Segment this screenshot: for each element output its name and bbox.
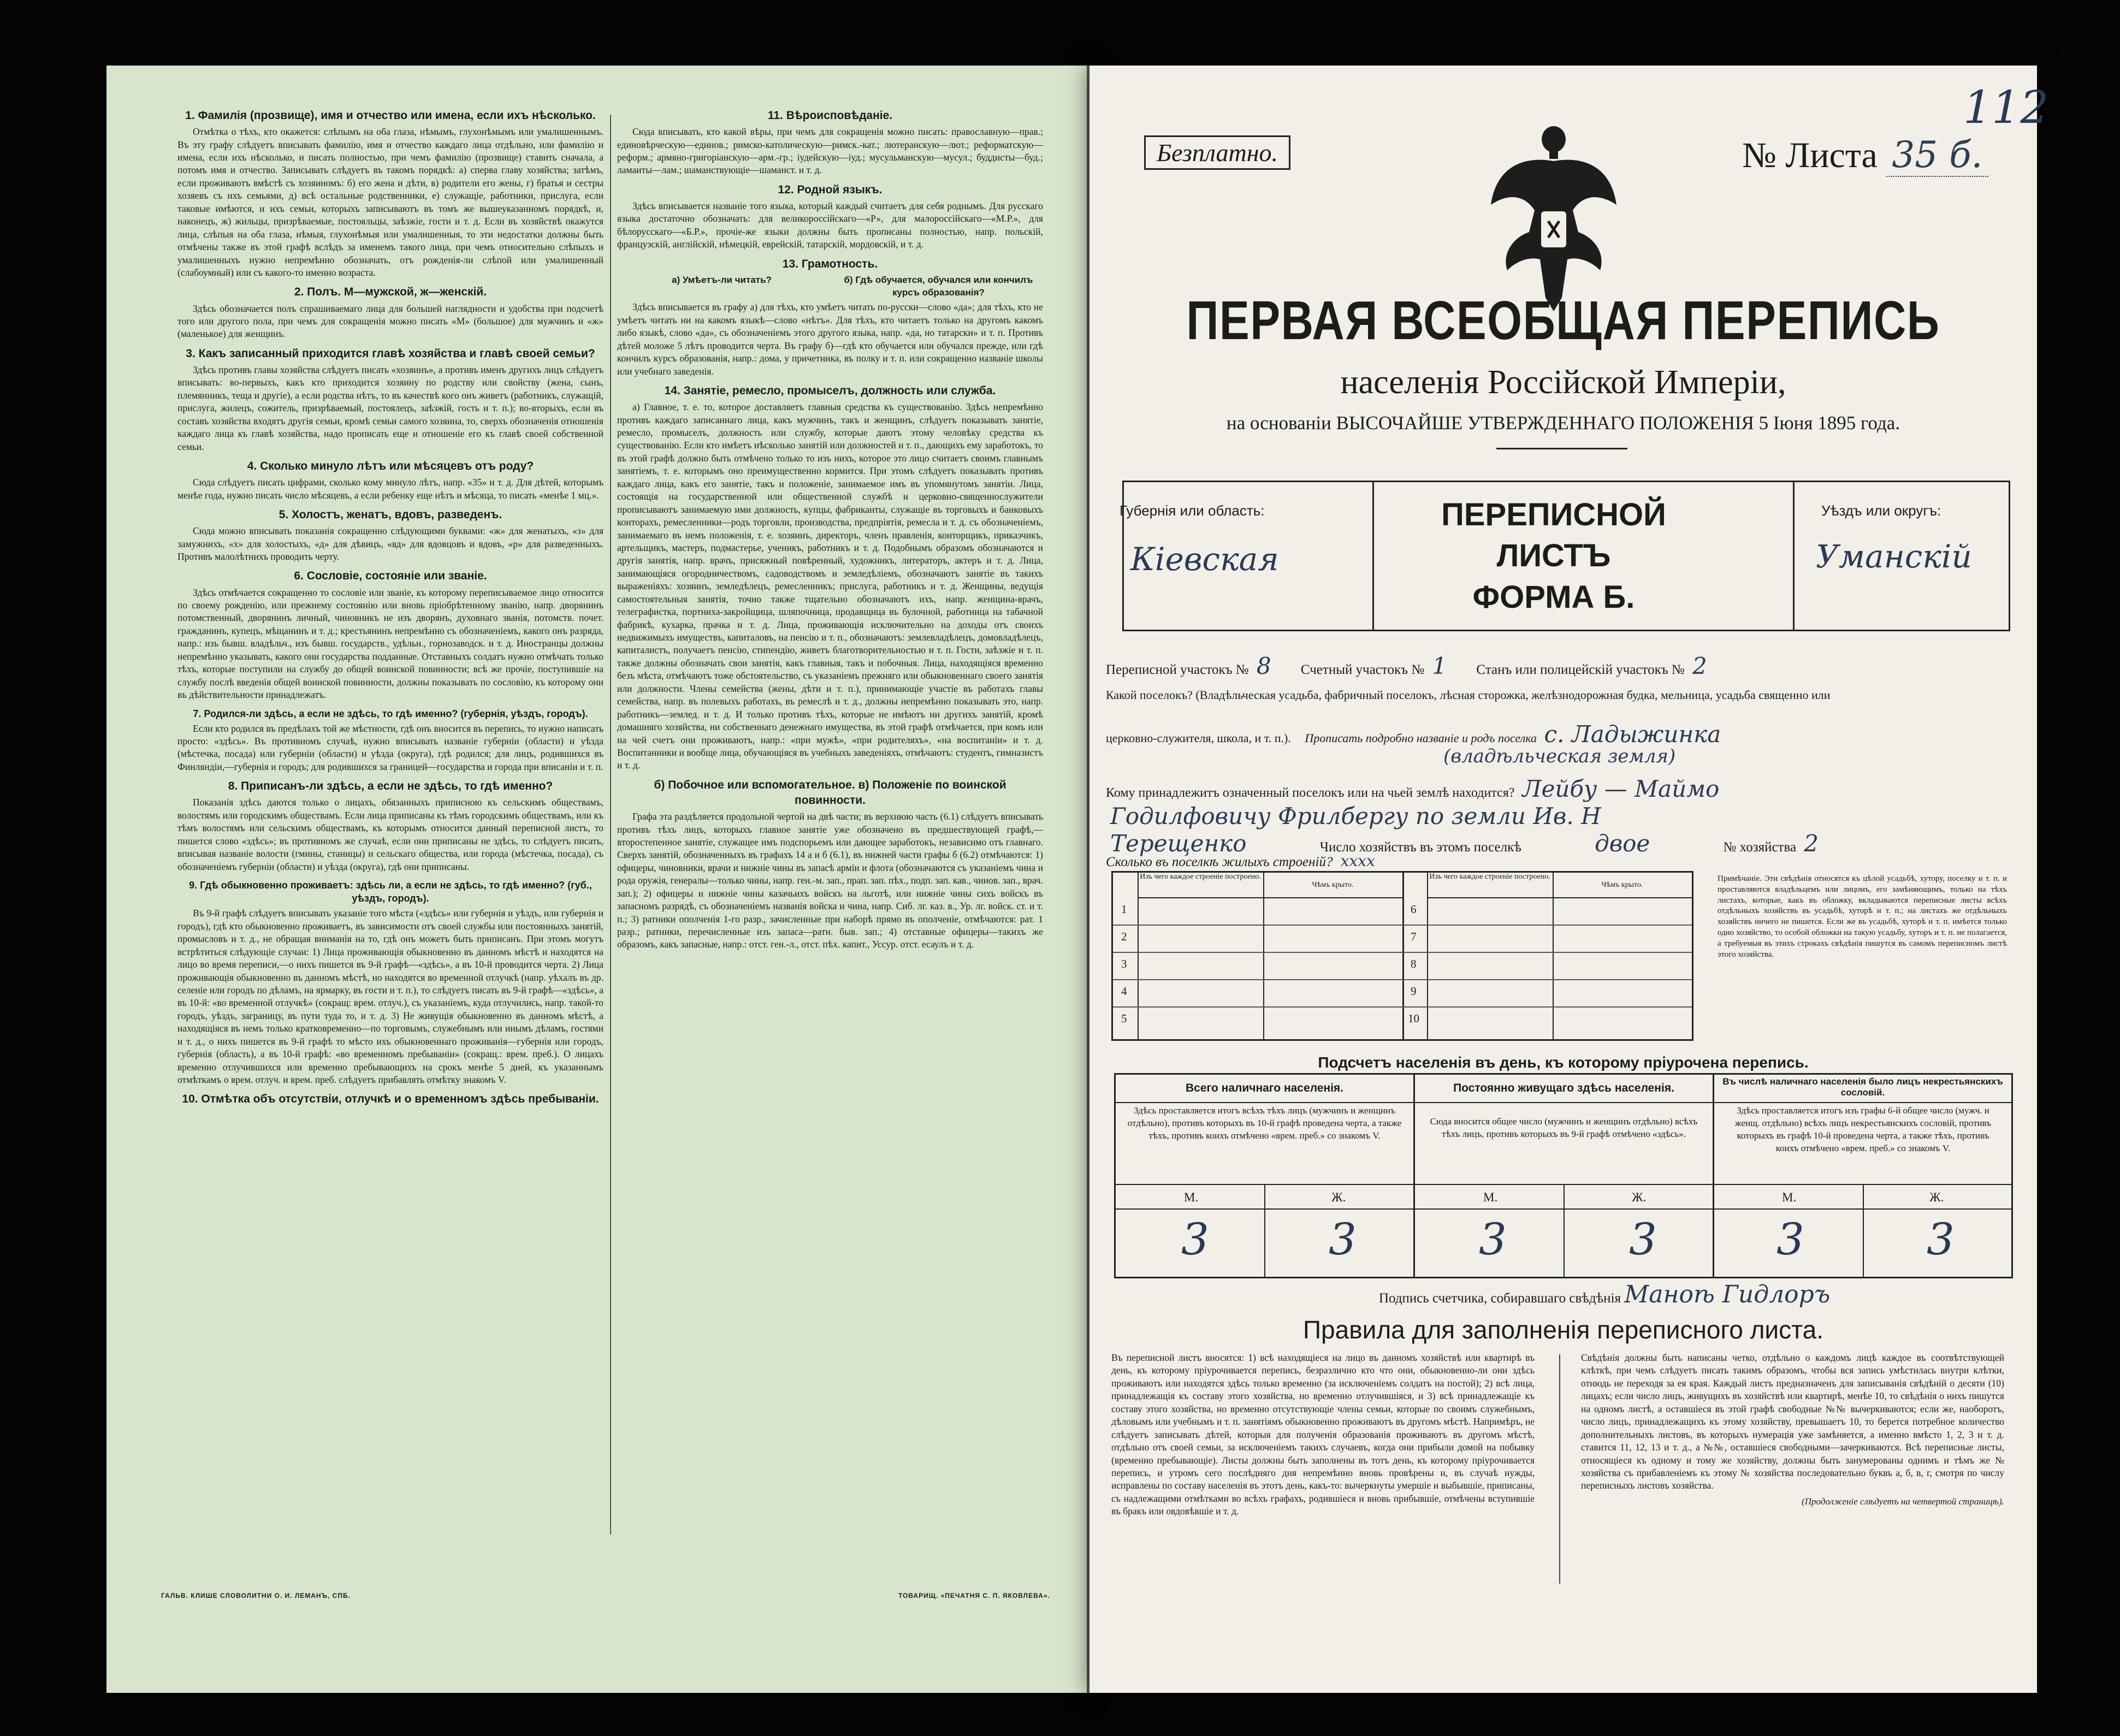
- female-label: Ж.: [1331, 1190, 1346, 1204]
- section-text: а) Главное, т. е. то, которое доставляетъ главныя средства къ существованію. Здѣсь непремѣнно противъ каждаго записаннаго лица, какъ мужчинъ, такъ и женщинъ, слѣдуетъ показывать занятіе, ремесло, промыселъ, должность или службу, которые даютъ этому человѣку средства къ существованію. Если кто имѣетъ нѣсколько занятій или должностей и т. п., дающихъ ему заработокъ, то въ этой графѣ должно быть отмѣчено только то изъ нихъ, которое это лицо считаетъ своимъ главнымъ занятіемъ, т. е. которымъ оно преимущественно кормится. При этомъ слѣдуетъ показывать противъ каждаго лица, какъ его занятіе, такъ и положеніе, занимаемое имъ въ упомянутомъ занятіи. Лица, состоящія на государственной или общественной службѣ и церковно-священнослужители прописываютъ занимаемую ими должность, купцы, фабриканты, служащіе въ торговыхъ и банковыхъ конторахъ, ремесленники—родъ торговли, производства, предпріятія, ремесла и т. д. съ обозначеніемъ, занимаемаго въ немъ положенія, т. е. хозяинъ, директоръ, членъ правленія, конторщикъ, приказчикъ, артельщикъ, мастеръ, подмастерье, ученикъ, работникъ и т. д. Подобнымъ образомъ обозначаются и другія занятія, напр. врачъ, присяжный повѣренный, художникъ, литераторъ, актеръ и т. д. Лица, занимающіяся огородничествомъ, садоводствомъ и земледѣліемъ, обозначаютъ занятіе въ такихъ выраженіяхъ: хозяинъ, земледѣлецъ, ремесленникъ; прислуга, работникъ и т. д. Женщины, ведущія самостоятельныя занятія, точно также тщательно обозначаютъ ихъ, напр. женщина-врачъ, телеграфистка, портниха-закройщица, шляпочница, продавщица въ булочной, работница на табачной фабрикѣ, кухарка, прачка и т. д. Лица, проживающія исключительно на доходы отъ своихъ недвижимыхъ имуществъ, капиталовъ, на пенсію и т. п., обозначаютъ: землевладѣлецъ, домовладѣлецъ, капиталистъ, получаетъ пенсію, стипендію, живетъ благотворительностью и т. п. Гости, заѣзжіе и т. п. также должны обозначать свои занятія, какъ главныя, такъ и побочныя. Лица, находящіяся временно безъ мѣста, отмѣчаютъ тоже обстоятельство, съ указаніемъ прежняго или обыкновеннаго своего занятія или должности. Члены семейства (жены, дѣти и т. п.), принимающіе участіе въ работахъ главы семейства, напр. въ полевыхъ работахъ, въ ремеслѣ и т. д., должны непремѣнно показывать это, напр. работникъ—землед. и т. д. И только противъ тѣхъ, которые не имѣютъ ни другихъ занятій, кромѣ домашняго хозяйства, ни собственнаго денежнаго имущества, въ этой графѣ отмѣчается, при комъ или на чей счетъ они проживаютъ, напр.: «при мужѣ», «при родителяхъ», «на воспитаніи» и т. д. Воспитанники и вообще лица, обучающіяся въ учебныхъ заведеніяхъ, отмѣчаютъ: студентъ, гимназистъ и т. д.: [617, 401, 1043, 771]
- printer-credit-right: ТОВАРИЩ. «ПЕЧАТНЯ С. П. ЯКОВЛЕВА».: [898, 1592, 1050, 1599]
- settlement-hint: Прописать подробно названіе и родъ поселка: [1305, 731, 1537, 745]
- continued-note: (Продолженіе слѣдуетъ на четвертой страницѣ).: [1802, 1496, 2004, 1507]
- buildings-material-header-left: Изъ чего каждое строеніе построено.: [1138, 873, 1263, 898]
- settlement-question: Какой поселокъ? (Владѣльческая усадьба, фабричный поселокъ, лѣсная сторожка, желѣзнодорожная будка, мельница, усадьба священно или: [1106, 688, 1831, 702]
- section-text: Сюда вписывать, кто какой вѣры, при чемъ для сокращенія можно писать: православную—прав.; единовѣрческую—единов.; римско-католическую—римск.-кат.; лютеранскую—лют.; реформатскую—реформ.; армяно-григоріанскую—арм.-гр.; іудейскую—іуд.; мусульманскую—мусул.; буддисты—буд.; ламаиты—лам.; шаманствующіе—шаманст. и т. д.: [617, 126, 1043, 176]
- count-noncrestian-female: 3: [1927, 1214, 1955, 1265]
- count-district-value: 1: [1432, 653, 1447, 679]
- folio-number: 112: [1963, 82, 2049, 134]
- section-heading: 3. Какъ записанный приходится главѣ хозяйства и главѣ своей семьи?: [186, 347, 595, 360]
- section-text: Показанія здѣсь даются только о лицахъ, обязанныхъ приписною къ сельскимъ обществамъ, волостямъ или городскимъ обществамъ. Если лица приписаны къ тѣмъ городскимъ обществамъ, или къ тѣмъ волостямъ или сельскимъ обществамъ, къ которымъ относится данный переписной листъ, то пишется слово «здѣсь»; въ противномъ же случаѣ, если они приписаны не здѣсь, то слѣдуетъ писать, вписывая названіе волости (гмины, станицы) и сельскаго общества, или города (мѣстечка, посада), съ обозначеніемъ губерніи (области) и уѣзда (округа), гдѣ они приписаны.: [177, 797, 603, 872]
- right-page: [1089, 66, 2049, 1693]
- section-heading: 4. Сколько минуло лѣтъ или мѣсяцевъ отъ роду?: [247, 460, 534, 472]
- count-noncrestian-male: 3: [1776, 1214, 1804, 1265]
- section-text: Здѣсь вписывается названіе того языка, который каждый считаетъ для себя роднымъ. Для русскаго языка достаточно обозначать: для великороссійскаго—«Р», для малороссійскаго—«М.Р.», для бѣлорусскаго—«Б.Р.», прочіе-же языки должны быть прописаны полностью, напр. польскій, французскій, англійскій, нѣмецкій, еврейскій, татарскій, мордовскій, и т. д.: [617, 200, 1043, 250]
- legal-basis: на основаніи ВЫСОЧАЙШЕ УТВЕРЖДЕННАГО ПОЛОЖЕНІЯ 5 Іюня 1895 года.: [1226, 412, 1900, 434]
- household-number-value: 2: [1804, 830, 1819, 857]
- district-label: Переписной участокъ №: [1106, 662, 1249, 677]
- sheet-number-label: № Листа: [1742, 135, 1878, 175]
- stan-label: Станъ или полицейскій участокъ №: [1476, 662, 1685, 677]
- section-heading: 8. Приписанъ-ли здѣсь, а если не здѣсь, то гдѣ именно?: [228, 780, 553, 793]
- building-row-number: 10: [1408, 1012, 1419, 1025]
- building-row-number: 1: [1121, 903, 1127, 916]
- section-text: Сюда можно вписывать показанія сокращенно слѣдующими буквами: «ж» для женатыхъ, «з» для замужнихъ, «х» для холостыхъ, «д» для дѣвицъ, «вд» для вдовцовъ и вдовъ, «р» для разведенныхъ. Противъ малолѣтнихъ проводить черту.: [177, 525, 603, 562]
- section-heading: 7. Родился-ли здѣсь, а если не здѣсь, то гдѣ именно? (губернія, уѣздъ, городъ).: [193, 708, 588, 719]
- rules-left-column: Въ переписной листъ вносятся: 1) всѣ находящіеся на лицо въ данномъ хозяйствѣ или квартирѣ въ день, къ которому пріурочивается перепись, безразлично кто что они, обыкновенно-ли они здѣсь проживаютъ или находятся здѣсь только временно (за исключеніемъ солдатъ на постой); 2) всѣ лица, принадлежащія къ составу этого хозяйства, но временно отлучившіяся, и 3) всѣ принадлежащіе къ составу этого хозяйства, но временно отсутствующіе члены семьи, которые по своимъ служебнымъ, дѣловымъ или учебнымъ и т. п. занятіямъ обыкновенно проживаютъ въ другомъ мѣстѣ. Напримѣръ, не слѣдуетъ записывать дѣтей, которыя для полученія образованія проживаютъ въ другомъ мѣстѣ, отдѣльно отъ своей семьи, за исключеніемъ такихъ случаевъ, когда они прибыли домой на побывку (временно пребывающіе). Листы должны быть заполнены въ тотъ день, къ которому пріурочивается перепись, и утромъ сего послѣдняго дня непремѣнно вновь провѣрены и, въ случаѣ нужды, исправлены по составу населенія въ этотъ день, какъ-то: вычеркнуты умершіе и выбывшіе, приписаны, съ надлежащими отмѣтками во всѣхъ графахъ, родившіеся и вновь прибывшіе, отмѣчены вступившіе въ бракъ или овдовѣвшіе и т. д.: [1111, 1352, 1535, 1517]
- building-row-number: 6: [1411, 903, 1417, 916]
- count-total-male: 3: [1181, 1214, 1209, 1265]
- census-subtitle: населенія Россійской Имперіи,: [1340, 364, 1786, 401]
- title-rule: [1496, 448, 1627, 449]
- count-header-total: Всего наличнаго населенія.: [1116, 1075, 1413, 1103]
- owner-value-2: Годилфовичу Фрилбергу по земли Ив. Н: [1110, 803, 1601, 830]
- buildings-roof-header-left: Чѣмъ крыто.: [1263, 873, 1402, 898]
- female-label: Ж.: [1632, 1190, 1647, 1204]
- signature-label: Подпись счетчика, собиравшаго свѣдѣнія: [1379, 1291, 1621, 1306]
- section-heading: 10. Отмѣтка объ отсутствіи, отлучкѣ и о временномъ здѣсь пребываніи.: [182, 1093, 599, 1106]
- stan-value: 2: [1692, 653, 1707, 679]
- building-row-number: 8: [1411, 957, 1417, 970]
- section-text: Сюда слѣдуетъ писать цифрами, сколько кому минуло лѣтъ, напр. «35» и т. д. Для дѣтей, которымъ менѣе года, нужно писать число мѣсяцевъ, а если ребенку еще нѣтъ и мѣсяца, то писать «менѣе 1 мц.».: [177, 477, 603, 501]
- form-name: [1401, 494, 1707, 618]
- section-heading: 13. Грамотность.: [782, 257, 878, 270]
- building-row-number: 5: [1121, 1012, 1127, 1025]
- male-label: М.: [1184, 1190, 1199, 1204]
- section-heading: 2. Полъ. М—мужской, ж—женскій.: [294, 286, 487, 299]
- household-number-label: № хозяйства: [1723, 840, 1797, 855]
- district-row: [1106, 653, 1712, 679]
- enumerator-signature: [1379, 1281, 1830, 1308]
- census-title: ПЕРВАЯ ВСЕОБЩАЯ ПЕРЕПИСЬ: [1186, 290, 1940, 351]
- section-text: Здѣсь обозначается полъ спрашиваемаго лица для большей наглядности и удобства при подсчетѣ того или другого пола, при чемъ для сокращенія можно писать «М» (большое) для мужчинъ и «ж» (маленькое) для женщинъ.: [177, 303, 603, 340]
- rules-title: Правила для заполненія переписного листа.: [1302, 1316, 1824, 1344]
- instructions-column-1: [177, 104, 603, 1545]
- building-row-number: 4: [1121, 985, 1127, 998]
- province-value: Кіевская: [1130, 541, 1279, 578]
- rules-divider: [1559, 1354, 1560, 1584]
- literacy-subheadings: [617, 274, 1043, 299]
- section-text: Въ 9-й графѣ слѣдуетъ вписывать указаніе того мѣста («здѣсь» или губернія и уѣздъ, или губернія и городъ), гдѣ кто обыкновенно проживаетъ, въ зависимости отъ своей службы или постоянныхъ занятій, промысловъ и т. д., не обращая вниманія на то, гдѣ онъ можетъ быть приписанъ. При этомъ могутъ встрѣтиться слѣдующіе случаи: 1) Лица проживающія обыкновенно въ данномъ мѣстѣ и находятся на лицо во время переписи,—о нихъ пишется въ 9-й графѣ—«здѣсь», а въ 10-й проводится черта. 2) Лица проживающія обыкновенно въ данномъ мѣстѣ, но находятся во временной отлучкѣ (напр. уѣхалъ въ др. селеніе или городъ по дѣламъ, на ярмарку, въ гости и т. п.), то слѣдуетъ писать въ 9-й графѣ—«здѣсь», а въ 10-й: «во временной отлучкѣ» (сокращ: врем. отлуч.), съ указаніемъ, куда отлучились, напр. такой-то городъ, уѣздъ, заграницу, въ пути туда то, и т. д. 3) Не живущія обыкновенно въ данномъ мѣстѣ, а находящіяся въ немъ только кратковременно—по торговымъ, служебнымъ или инымъ дѣламъ, гостями и т. д., о нихъ пишется въ 9-й графѣ то мѣсто ихъ обыкновеннаго проживанія—губернія или городъ, губернія (область), а въ 10-й графѣ: «во временномъ пребываніи» (сокращ.: врем. преб.). О лицахъ временно отлучившихся или временно пребывающихъ на срокъ менѣе 5 дней, къ указаннымъ отмѣткамъ о врем. отлуч. и врем. преб. слѣдуетъ прибавлять отмѣтку знакомъ V.: [177, 908, 603, 1086]
- section-subheading: а) Умѣетъ-ли читать?: [672, 274, 772, 285]
- settlement-value-2: (владѣльческая земля): [1443, 745, 1676, 767]
- uezd-label: Уѣздъ или округъ:: [1821, 502, 1941, 519]
- count-desc-total: Здѣсь проставляется итогъ всѣхъ тѣхъ лицъ (мужчинъ и женщинъ отдѣльно), противъ которыхъ въ 10-й графѣ проведена черта, а также тѣхъ, противъ коихъ отмѣчено «врем. преб.» со знакомъ V.: [1127, 1105, 1402, 1141]
- form-name-line-1: ПЕРЕПИСНОЙ ЛИСТЪ: [1441, 497, 1666, 574]
- buildings-material-header-right: Изъ чего каждое строеніе построено.: [1427, 873, 1553, 898]
- settlement-question-2: церковно-служителя, школа, и т. п.).: [1106, 731, 1291, 745]
- sheet-number: [1742, 134, 1988, 176]
- male-label: М.: [1782, 1190, 1797, 1204]
- rules-right-text: Свѣдѣнія должны быть написаны четко, отдѣльно о каждомъ лицѣ каждое въ соотвѣтствующей клѣткѣ, при чемъ слѣдуетъ писать такимъ образомъ, чтобы вся запись умѣстилась внутри клѣтки, отнюдь не переходя за ея края. Каждый листъ предназначенъ для записыванія свѣдѣній о десяти (10) лицахъ; если число лицъ, живущихъ въ хозяйствѣ или квартирѣ, менѣе 10, то свѣдѣнія о нихъ пишутся на одномъ листѣ, а оставшіеся въ этой графѣ свободные №№ вычеркиваются; если же, наоборотъ, число лицъ, принадлежащихъ къ этому хозяйству, превышаетъ 10, то берется потребное количество дополнительныхъ листовъ, въ которыхъ нумерація уже замѣняется, а именно вмѣсто 1, 2, 3 и т. д. ставится 11, 12, 13 и т. д., а №№, оставшіеся свободными—зачеркиваются. Всѣ переписные листы, относящіеся къ одному и тому же хозяйству, должны быть занумерованы однимъ и тѣмъ же № хозяйства съ прибавленіемъ къ этому № хозяйства последовательно буквъ а, б, в, г, смотря по числу переписныхъ листовъ хозяйства.: [1581, 1352, 2004, 1491]
- section-heading: 5. Холостъ, женатъ, вдовъ, разведенъ.: [279, 508, 502, 521]
- settlement-value-2-row: [1439, 745, 1680, 767]
- column-divider: [610, 115, 611, 1534]
- buildings-question: Сколько въ поселкѣ жилыхъ строеній?: [1106, 855, 1333, 869]
- section-subheading: б) Гдѣ обучается, обучался или кончилъ курсъ образованія?: [844, 274, 1033, 298]
- buildings-note: Примѣчаніе. Эти свѣдѣнія относятся къ цѣлой усадьбѣ, хутору, поселку и т. п. и проставляются владѣльцемъ или лицомъ, его замѣняющимъ, только на тѣхъ листахъ, которые, какъ въ обложку, вкладываются переписные листы всѣхъ отдѣльныхъ хозяйствъ въ усадьбѣ, хуторѣ и т. п.; на листахъ же отдѣльныхъ хозяйствъ ничего не пишется. Если же въ усадьбѣ, хуторѣ и т. п. имѣется только одно хозяйство, то особой обложки на такую усадьбу, хуторъ и т. п. не полагается, а требуемыя въ этихъ строкахъ свѣдѣнія пишутся въ самомъ переписномъ листѣ этого хозяйства.: [1718, 874, 2007, 959]
- section-text: Здѣсь отмѣчается сокращенно то сословіе или званіе, къ которому переписываемое лицо относится по своему рожденію, или прежнему состоянію или вновь пріобрѣтенному званію, напр. дворянинъ потомственный, дворянинъ личный, чиновникъ не изъ дворянъ, духовнаго званія, потомств. почет. гражданинъ, купецъ, мѣщанинъ и т. д.; крестьянинъ непремѣнно съ обозначеніемъ, какого онъ разряда, напр.: изъ бывш. владѣльч., изъ бывш. государств., удѣльн., горнозаводск. и т. д. Иностранцы должны непремѣнно указывать, какого они государства подданные. Отставныхъ солдатъ нужно отмѣчать только тѣхъ, которые поступили на службу до общей воинской повинности; всѣ же прочіе, поступившіе на службу послѣ введенія общей воинской повинности, должны показывать по сословію, къ которому они въ дѣйствительности принадлежатъ.: [177, 586, 603, 701]
- households-label: Число хозяйствъ въ этомъ поселкѣ: [1319, 840, 1521, 855]
- section-text: Здѣсь вписывается въ графу а) для тѣхъ, кто умѣетъ читать по-русски—слово «да»; для тѣхъ, кто не умѣетъ читать ни на какомъ языкѣ—слово «нѣтъ». Для тѣхъ, кто читаетъ только на другомъ какомъ либо языкѣ, слово «да», съ обозначеніемъ этого другого языка, напр. «да, но татарски» и т. п. Противъ дѣтей моложе 5 лѣтъ проводится черта. Въ графу б)—гдѣ кто обучается или обучался прежде, или гдѣ кончилъ курсъ образованія, напр.: дома, у причетника, въ полку и т. п. или сокращенно названіе школы или учебнаго заведенія.: [617, 301, 1043, 377]
- section-heading: 11. Вѣроисповѣданіе.: [767, 109, 893, 122]
- sheet-number-value: 35 б.: [1886, 134, 1988, 177]
- section-heading: 6. Сословіе, состояніе или званіе.: [294, 570, 487, 583]
- building-row-number: 9: [1411, 985, 1417, 998]
- buildings-roof-header-right: Чѣмъ крыто.: [1553, 873, 1692, 898]
- male-label: М.: [1483, 1190, 1498, 1204]
- section-heading: 9. Гдѣ обыкновенно проживаетъ: здѣсь ли, а если не здѣсь, то гдѣ именно? (губ., уѣздъ, городъ).: [189, 880, 592, 904]
- rules-right-column: [1581, 1352, 2004, 1508]
- section-text: Отмѣтка о тѣхъ, кто окажется: слѣпымъ на оба глаза, нѣмымъ, глухонѣмымъ или умалишеннымъ. Въ эту графу слѣдуетъ вписывать фамилію, имя и отчество каждаго лица отдѣльно, или фамилію и имена, если ихъ нѣсколько, и писать полностью, при чемъ фамилію (прозвище) ставить сначала, а потомъ имя и отчество. Записывать слѣдуетъ въ такомъ порядкѣ: а) сперва главу хозяйства; затѣмъ, если проживаютъ вмѣстѣ съ хозяиномъ: б) его жена и дѣти, в) родители его жены, г) братья и сестры хозяевъ съ ихъ семьями, д) всѣ остальные родственники, е) служащіе, работники, прислуга, если таковые имѣются, и ихъ семьи, которыхъ записываютъ въ томъ же вышеуказанномъ порядкѣ, и, наконецъ, ж) жильцы, призрѣваемые, постояльцы, заѣзжіе, гости и т. д. Если въ хозяйствѣ окажутся лица, слѣпыя на оба глаза, нѣмыя, глухонѣмыя или умалишенныя, то эти недостатки должны быть отмѣчены также въ этой графѣ вслѣдъ за именемъ такого лица, при чемъ относительно слѣпыхъ и умалишенныхъ нужно непремѣнно обозначать, отъ рожденія-ли слѣпой или умалишенный (слабоумный) или съ какого-то именно возраста.: [177, 126, 603, 278]
- buildings-row: [1106, 852, 1379, 870]
- uezd-value: Уманскій: [1816, 538, 1972, 575]
- female-label: Ж.: [1929, 1190, 1944, 1204]
- count-total-female: 3: [1329, 1214, 1357, 1265]
- owner-row: [1106, 775, 1724, 802]
- building-row-number: 2: [1121, 930, 1127, 943]
- count-header-permanent: Постоянно живущаго здѣсь населенія.: [1415, 1075, 1713, 1103]
- free-label: Безплатно.: [1144, 135, 1290, 170]
- owner-question: Кому принадлежитъ означенный поселокъ или на чьей землѣ находится?: [1106, 786, 1515, 800]
- count-permanent-male: 3: [1479, 1214, 1507, 1265]
- signature-value: Маноѣ Гидлоръ: [1624, 1281, 1831, 1308]
- households-value: двое: [1595, 830, 1650, 857]
- form-name-line-2: ФОРМА Б.: [1472, 579, 1635, 615]
- section-text: Графа эта раздѣляется продольной чертой на двѣ части; въ верхнюю часть (6.1) слѣдуетъ вписывать противъ тѣхъ лицъ, которыхъ главное занятіе уже обозначено въ предшествующей графѣ,—второстепенное занятіе, служащее имъ подспорьемъ или дающее заработокъ, независимо отъ главнаго. Сверхъ занятій, обозначенныхъ въ графахъ 14 а и б (6.1), въ нижней части графы б (6.2) отмѣчаются: 1) офицеры, чиновники, врачи и нижніе чины въ запасѣ арміи и флота (обозначаются съ указаніемъ чина и рода оружія, генералы—только чины, напр. ген.-м. зап., прап. зап. пѣх., подп. зап. кав., чинов. зап., врач. зап.); 2) офицеры и нижніе чины казачьихъ войскъ на льготѣ, или нижніе чины сихъ войскъ въ запасномъ разрядѣ, съ обозначеніемъ названія войска и чина, напр. Сиб. лг. каз. в., Ур. лг. войск. ст. и т. п.; 3) ратники ополченія 1-го разр., зачисленные при наборѣ прямо въ ополченіе, отмѣчаются: рат. 1 разр.; ратники, перечисленные изъ запаса—ратн. быв. зап.; 4) отставные офицеры—такихъ же образомъ, какъ запасные, напр.: отст. ген.-л., отст. пѣх. капит., Уссур. отст. есаулъ и т. д.: [617, 811, 1043, 950]
- population-count-title: Подсчетъ населенія въ день, къ которому пріурочена перепись.: [1318, 1054, 1809, 1071]
- owner-row-2: [1106, 803, 1606, 830]
- buildings-value: xxxx: [1340, 852, 1375, 870]
- section-text: Если кто родился въ предѣлахъ той же мѣстности, гдѣ онъ вносится въ перепись, то нужно написать просто: «здѣсь». Въ противномъ случаѣ, нужно вписывать названіе губерніи (области) и уѣзда (мѣстечка, посада) или губерніи (области) и уѣзда (округа), гдѣ родился; для лицъ, родившихся въ Финляндіи,—губернія и городъ; для родившихся за границей—государства и города при вписаніи и т. п.: [177, 722, 603, 772]
- section-heading: б) Побочное или вспомогательное. в) Положеніе по воинской повинности.: [654, 778, 1006, 807]
- province-label: Губернія или область:: [1120, 502, 1265, 519]
- section-heading: 12. Родной языкъ.: [778, 183, 883, 196]
- section-text: Здѣсь противъ главы хозяйства слѣдуетъ писать «хозяинъ», а противъ именъ другихъ лицъ слѣдуетъ вписывать: во-первыхъ, какъ кто приходится хозяину по родству или свойству (жена, сынъ, племянникъ, теща и другіе), а если родства нѣтъ, то въ качествѣ кого онъ живетъ (работникъ, служащій, прислуга, жилецъ, сожитель, призрѣваемый, постоялецъ, заѣзжій, гость и т. п.); во-вторыхъ, если въ составъ хозяйства входятъ другія семьи, кромѣ семьи самого хозяина, то, сверхъ обозначенія отношенія каждаго лица къ главѣ хозяйства, надо прописать еще и отношеніе его къ главѣ своей собственной семьи.: [177, 364, 603, 452]
- settlement-row: [1106, 721, 1725, 748]
- settlement-value: с. Ладыжинка: [1544, 721, 1721, 748]
- district-value: 8: [1256, 653, 1271, 679]
- building-row-number: 3: [1121, 957, 1127, 970]
- section-heading: 1. Фамилія (прозвище), имя и отчество или имена, если ихъ нѣсколько.: [185, 109, 596, 122]
- printer-credit-left: ГАЛЬВ. КЛИШЕ СЛОВОЛИТНИ О. И. ЛЕМАНЪ, СПБ.: [161, 1592, 351, 1599]
- left-page: [106, 66, 1087, 1693]
- count-header-noncrestian: Въ числѣ наличнаго населенія было лицъ некрестьянскихъ сословій.: [1714, 1075, 2011, 1103]
- building-row-number: 7: [1411, 930, 1417, 943]
- count-district-label: Счетный участокъ №: [1300, 662, 1425, 677]
- count-permanent-female: 3: [1629, 1214, 1657, 1265]
- owner-value-3: Терещенко: [1110, 830, 1247, 857]
- instructions-column-2: [617, 104, 1043, 1545]
- population-count-table: [1114, 1073, 2013, 1278]
- count-desc-noncrestian: Здѣсь проставляется итогъ изъ графы 6-й общее число (мужч. и женщ. отдѣльно) всѣхъ лицъ некрестьянскихъ сословій, противъ которыхъ въ графѣ 10-й проведена черта, а также тѣхъ, противъ коихъ отмѣчено «врем. преб.» со знакомъ V.: [1734, 1105, 1992, 1153]
- owner-value: Лейбу — Маймо: [1522, 775, 1720, 802]
- count-desc-permanent: Сюда вносится общее число (мужчинъ и женщинъ отдѣльно) всѣхъ тѣхъ лицъ, противъ которыхъ въ 9-й графѣ отмѣчено «здѣсь».: [1430, 1116, 1698, 1139]
- section-heading: 14. Занятіе, ремесло, промыселъ, должность или служба.: [664, 384, 996, 398]
- buildings-table: [1111, 871, 1693, 1041]
